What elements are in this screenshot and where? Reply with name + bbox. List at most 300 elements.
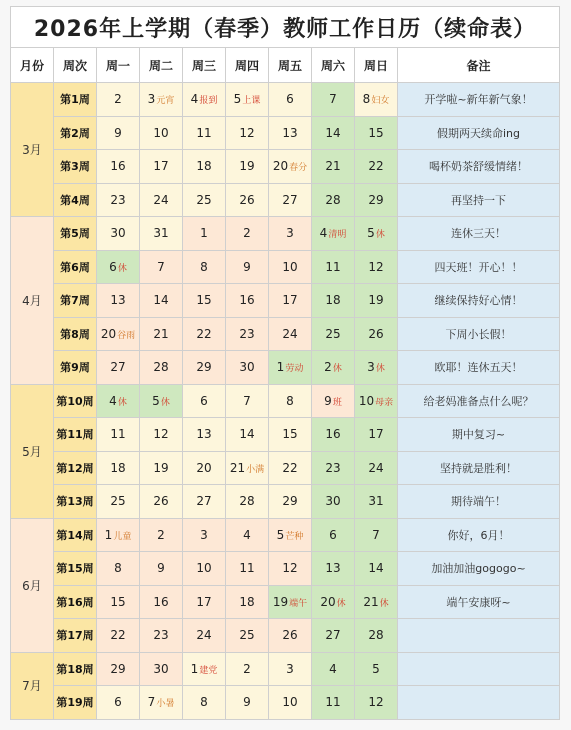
day-cell[interactable] [226, 552, 269, 586]
day-cell[interactable] [140, 83, 183, 117]
day-note: 班 [332, 397, 342, 408]
day-cell[interactable] [183, 250, 226, 284]
day-cell[interactable] [140, 518, 183, 552]
day-number: 22 [196, 326, 212, 341]
day-cell[interactable] [269, 552, 312, 586]
day-number: 17 [196, 594, 212, 609]
day-number: 31 [368, 494, 384, 509]
day-cell[interactable] [226, 116, 269, 150]
day-note: 小满 [246, 464, 265, 475]
day-number: 26 [368, 326, 384, 341]
day-cell[interactable] [312, 418, 355, 452]
day-cell[interactable] [226, 619, 269, 653]
day-number: 11 [239, 561, 255, 576]
day-cell[interactable] [312, 183, 355, 217]
day-note: 休 [375, 364, 385, 375]
day-number: 26 [239, 192, 255, 207]
week-row [11, 552, 560, 586]
day-cell[interactable] [312, 83, 355, 117]
day-number: 25 [325, 326, 341, 341]
month-label: 5月 [11, 384, 54, 518]
day-cell[interactable] [226, 284, 269, 318]
day-cell[interactable] [355, 418, 398, 452]
week-row [11, 451, 560, 485]
day-number: 17 [282, 293, 298, 308]
day-number: 22 [282, 460, 298, 475]
day-number: 14 [239, 427, 255, 442]
day-number: 2 [243, 226, 251, 241]
day-number: 29 [196, 360, 212, 375]
day-cell[interactable] [97, 485, 140, 519]
day-cell[interactable] [140, 384, 183, 418]
day-cell[interactable] [97, 250, 140, 284]
day-number: 30 [325, 494, 341, 509]
day-cell[interactable] [140, 451, 183, 485]
day-cell[interactable] [97, 150, 140, 184]
day-cell[interactable] [355, 284, 398, 318]
day-number: 19 [272, 594, 289, 609]
day-note: 芒种 [285, 531, 304, 542]
day-cell[interactable] [183, 585, 226, 619]
day-note: 休 [375, 230, 385, 241]
day-number: 5 [276, 527, 285, 542]
day-cell[interactable] [312, 652, 355, 686]
day-number: 6 [114, 695, 122, 710]
day-note: 休 [160, 397, 170, 408]
day-cell[interactable] [269, 217, 312, 251]
day-number: 27 [282, 192, 298, 207]
day-number: 1 [104, 527, 113, 542]
day-number: 15 [368, 125, 384, 140]
day-note: 休 [379, 598, 389, 609]
day-note: 母亲 [375, 397, 394, 408]
day-number: 23 [325, 460, 341, 475]
page-title: 2026年上学期（春季）教师工作日历（续命表） [10, 6, 560, 47]
day-number: 22 [110, 628, 126, 643]
week-row [11, 585, 560, 619]
day-cell[interactable] [183, 217, 226, 251]
day-cell[interactable] [269, 150, 312, 184]
day-cell[interactable] [226, 317, 269, 351]
day-cell[interactable] [269, 619, 312, 653]
day-number: 20 [196, 460, 212, 475]
week-row [11, 518, 560, 552]
week-number: 第18周 [54, 652, 97, 686]
day-cell[interactable] [183, 485, 226, 519]
day-cell[interactable] [183, 317, 226, 351]
day-number: 7 [147, 695, 156, 710]
day-cell[interactable] [140, 585, 183, 619]
day-cell[interactable] [140, 116, 183, 150]
day-number: 27 [110, 360, 126, 375]
day-number: 7 [329, 92, 337, 107]
day-number: 31 [153, 226, 169, 241]
remark-cell [398, 652, 560, 686]
day-number: 15 [110, 594, 126, 609]
week-row [11, 217, 560, 251]
day-cell[interactable] [226, 250, 269, 284]
day-cell[interactable] [355, 485, 398, 519]
day-cell[interactable] [183, 451, 226, 485]
day-cell[interactable] [140, 686, 183, 720]
day-number: 9 [114, 125, 122, 140]
day-cell[interactable] [269, 284, 312, 318]
day-number: 4 [190, 92, 199, 107]
day-note: 休 [332, 364, 342, 375]
remark-cell: 期中复习~ [398, 418, 560, 452]
day-cell[interactable] [226, 384, 269, 418]
day-number: 28 [325, 192, 341, 207]
day-cell[interactable] [140, 552, 183, 586]
day-cell[interactable] [97, 552, 140, 586]
day-cell[interactable] [355, 518, 398, 552]
day-note: 春分 [289, 163, 308, 174]
day-cell[interactable] [226, 150, 269, 184]
day-number: 10 [282, 695, 298, 710]
day-note: 清明 [328, 230, 347, 241]
remark-cell: 加油加油gogogo~ [398, 552, 560, 586]
day-cell[interactable] [269, 384, 312, 418]
calendar-body [11, 83, 560, 720]
day-number: 20 [320, 594, 336, 609]
day-cell[interactable] [312, 686, 355, 720]
day-cell[interactable] [226, 418, 269, 452]
day-cell[interactable] [312, 217, 355, 251]
week-number: 第2周 [54, 116, 97, 150]
day-cell[interactable] [312, 451, 355, 485]
day-number: 25 [239, 628, 255, 643]
day-note: 谷雨 [117, 330, 136, 341]
header-tue: 周二 [140, 48, 183, 83]
day-cell[interactable] [312, 317, 355, 351]
day-number: 2 [157, 527, 165, 542]
day-number: 26 [282, 628, 298, 643]
day-cell[interactable] [226, 585, 269, 619]
day-cell[interactable] [226, 451, 269, 485]
day-cell[interactable] [269, 451, 312, 485]
day-cell[interactable] [226, 518, 269, 552]
day-note: 小暑 [156, 699, 175, 710]
day-cell[interactable] [269, 317, 312, 351]
day-cell[interactable] [355, 652, 398, 686]
day-note: 休 [117, 263, 127, 274]
day-number: 27 [325, 628, 341, 643]
day-number: 29 [282, 494, 298, 509]
day-number: 4 [329, 661, 337, 676]
header-mon: 周一 [97, 48, 140, 83]
day-cell[interactable] [269, 183, 312, 217]
day-number: 7 [372, 527, 380, 542]
day-number: 30 [153, 661, 169, 676]
day-cell[interactable] [269, 351, 312, 385]
day-number: 13 [325, 561, 341, 576]
day-cell[interactable] [140, 485, 183, 519]
week-row [11, 317, 560, 351]
week-row [11, 485, 560, 519]
remark-cell: 坚持就是胜利！ [398, 451, 560, 485]
day-cell[interactable] [312, 284, 355, 318]
day-note: 建党 [199, 665, 218, 676]
day-number: 15 [282, 427, 298, 442]
week-number: 第8周 [54, 317, 97, 351]
day-number: 16 [325, 427, 341, 442]
day-cell[interactable] [140, 183, 183, 217]
day-cell[interactable] [140, 284, 183, 318]
day-cell[interactable] [355, 351, 398, 385]
day-cell[interactable] [312, 485, 355, 519]
day-number: 10 [282, 259, 298, 274]
day-number: 20 [100, 326, 117, 341]
day-number: 17 [153, 159, 169, 174]
day-number: 21 [325, 159, 341, 174]
day-cell[interactable] [97, 585, 140, 619]
day-cell[interactable] [226, 485, 269, 519]
day-number: 4 [243, 527, 251, 542]
week-row [11, 284, 560, 318]
day-cell[interactable] [183, 552, 226, 586]
day-cell[interactable] [269, 83, 312, 117]
week-number: 第11周 [54, 418, 97, 452]
day-cell[interactable] [183, 619, 226, 653]
day-cell[interactable] [355, 686, 398, 720]
day-cell[interactable] [312, 518, 355, 552]
day-number: 24 [196, 628, 212, 643]
day-number: 13 [110, 293, 126, 308]
remark-cell: 下周小长假！ [398, 317, 560, 351]
day-number: 1 [200, 226, 208, 241]
day-cell[interactable] [226, 217, 269, 251]
day-cell[interactable] [140, 652, 183, 686]
header-remark: 备注 [398, 48, 560, 83]
day-cell[interactable] [355, 183, 398, 217]
day-number: 18 [325, 293, 341, 308]
month-label: 6月 [11, 518, 54, 652]
day-number: 19 [239, 159, 255, 174]
day-number: 25 [196, 192, 212, 207]
day-cell[interactable] [140, 351, 183, 385]
day-number: 22 [368, 159, 384, 174]
day-cell[interactable] [97, 116, 140, 150]
day-note: 报到 [199, 96, 218, 107]
day-note: 妇女 [371, 96, 390, 107]
day-cell[interactable] [140, 150, 183, 184]
day-number: 12 [368, 695, 384, 710]
week-row [11, 351, 560, 385]
day-cell[interactable] [269, 518, 312, 552]
day-cell[interactable] [183, 384, 226, 418]
day-number: 20 [272, 159, 289, 174]
day-cell[interactable] [355, 451, 398, 485]
week-number: 第4周 [54, 183, 97, 217]
day-cell[interactable] [183, 518, 226, 552]
day-cell[interactable] [312, 250, 355, 284]
day-cell[interactable] [183, 150, 226, 184]
week-number: 第13周 [54, 485, 97, 519]
day-cell[interactable] [183, 116, 226, 150]
day-number: 1 [276, 360, 285, 375]
day-cell[interactable] [140, 217, 183, 251]
day-number: 5 [372, 661, 380, 676]
day-cell[interactable] [269, 585, 312, 619]
day-number: 19 [153, 460, 169, 475]
day-cell[interactable] [140, 619, 183, 653]
week-number: 第10周 [54, 384, 97, 418]
week-row [11, 686, 560, 720]
day-number: 24 [368, 460, 384, 475]
day-number: 21 [153, 326, 169, 341]
day-number: 29 [368, 192, 384, 207]
day-cell[interactable] [355, 217, 398, 251]
day-cell[interactable] [355, 116, 398, 150]
day-cell[interactable] [312, 552, 355, 586]
day-cell[interactable] [312, 585, 355, 619]
day-cell[interactable] [97, 451, 140, 485]
day-number: 5 [367, 226, 375, 241]
day-number: 15 [196, 293, 212, 308]
day-cell[interactable] [269, 418, 312, 452]
day-number: 14 [325, 125, 341, 140]
week-number: 第19周 [54, 686, 97, 720]
day-number: 12 [239, 125, 255, 140]
day-cell[interactable] [97, 652, 140, 686]
remark-cell: 喝杯奶茶舒缓情绪！ [398, 150, 560, 184]
day-cell[interactable] [355, 250, 398, 284]
day-note: 休 [336, 598, 346, 609]
day-cell[interactable] [226, 686, 269, 720]
day-number: 23 [239, 326, 255, 341]
day-number: 6 [329, 527, 337, 542]
day-number: 21 [229, 460, 246, 475]
day-cell[interactable] [183, 183, 226, 217]
week-number: 第1周 [54, 83, 97, 117]
day-number: 18 [110, 460, 126, 475]
remark-cell: 给老妈准备点什么呢？ [398, 384, 560, 418]
week-number: 第5周 [54, 217, 97, 251]
day-cell[interactable] [183, 284, 226, 318]
day-cell[interactable] [97, 284, 140, 318]
day-cell[interactable] [269, 686, 312, 720]
month-label: 4月 [11, 217, 54, 385]
week-number: 第16周 [54, 585, 97, 619]
day-number: 30 [239, 360, 255, 375]
day-number: 28 [153, 360, 169, 375]
day-number: 4 [319, 226, 328, 241]
day-number: 7 [157, 259, 165, 274]
day-cell[interactable] [355, 150, 398, 184]
day-cell[interactable] [269, 485, 312, 519]
day-cell[interactable] [269, 116, 312, 150]
day-cell[interactable] [269, 250, 312, 284]
day-number: 16 [239, 293, 255, 308]
day-number: 10 [196, 561, 212, 576]
day-cell[interactable] [355, 585, 398, 619]
day-note: 儿童 [113, 531, 132, 542]
day-cell[interactable] [312, 384, 355, 418]
day-cell[interactable] [226, 183, 269, 217]
day-number: 4 [109, 393, 117, 408]
day-cell[interactable] [226, 652, 269, 686]
day-cell[interactable] [312, 150, 355, 184]
day-cell[interactable] [183, 418, 226, 452]
day-number: 29 [110, 661, 126, 676]
day-number: 9 [324, 393, 332, 408]
day-number: 12 [153, 427, 169, 442]
day-number: 3 [367, 360, 375, 375]
day-cell[interactable] [97, 518, 140, 552]
day-cell[interactable] [97, 384, 140, 418]
week-row [11, 183, 560, 217]
day-cell[interactable] [97, 317, 140, 351]
day-cell[interactable] [312, 619, 355, 653]
day-number: 26 [153, 494, 169, 509]
day-number: 9 [243, 695, 251, 710]
day-cell[interactable] [97, 686, 140, 720]
day-cell[interactable] [269, 652, 312, 686]
day-cell[interactable] [226, 83, 269, 117]
day-number: 11 [325, 259, 341, 274]
day-cell[interactable] [97, 83, 140, 117]
day-cell[interactable] [97, 351, 140, 385]
day-cell[interactable] [140, 317, 183, 351]
day-cell[interactable] [226, 351, 269, 385]
day-number: 14 [153, 293, 169, 308]
header-sun: 周日 [355, 48, 398, 83]
day-cell[interactable] [140, 250, 183, 284]
day-number: 16 [110, 159, 126, 174]
day-cell[interactable] [355, 552, 398, 586]
day-cell[interactable] [97, 418, 140, 452]
day-number: 3 [147, 92, 156, 107]
remark-cell [398, 686, 560, 720]
day-cell[interactable] [355, 619, 398, 653]
day-cell[interactable] [97, 217, 140, 251]
day-number: 2 [243, 661, 251, 676]
day-cell[interactable] [140, 418, 183, 452]
day-cell[interactable] [97, 183, 140, 217]
remark-cell: 再坚持一下 [398, 183, 560, 217]
day-cell[interactable] [183, 351, 226, 385]
day-number: 18 [239, 594, 255, 609]
day-number: 2 [324, 360, 332, 375]
day-cell[interactable] [355, 83, 398, 117]
remark-cell: 连休三天！ [398, 217, 560, 251]
day-cell[interactable] [97, 619, 140, 653]
day-cell[interactable] [312, 351, 355, 385]
day-cell[interactable] [312, 116, 355, 150]
day-number: 6 [109, 259, 117, 274]
day-cell[interactable] [355, 384, 398, 418]
day-cell[interactable] [355, 317, 398, 351]
remark-cell: 继续保持好心情！ [398, 284, 560, 318]
week-number: 第15周 [54, 552, 97, 586]
day-cell[interactable] [183, 83, 226, 117]
day-note: 劳动 [285, 364, 304, 375]
week-row [11, 619, 560, 653]
day-number: 25 [110, 494, 126, 509]
day-number: 10 [153, 125, 169, 140]
day-number: 23 [110, 192, 126, 207]
day-number: 8 [200, 695, 208, 710]
day-cell[interactable] [183, 686, 226, 720]
week-row [11, 83, 560, 117]
day-number: 8 [114, 561, 122, 576]
day-number: 24 [153, 192, 169, 207]
header-row [11, 48, 560, 83]
day-cell[interactable] [183, 652, 226, 686]
remark-cell: 开学啦~新年新气象！ [398, 83, 560, 117]
day-number: 10 [358, 393, 375, 408]
day-number: 13 [196, 427, 212, 442]
